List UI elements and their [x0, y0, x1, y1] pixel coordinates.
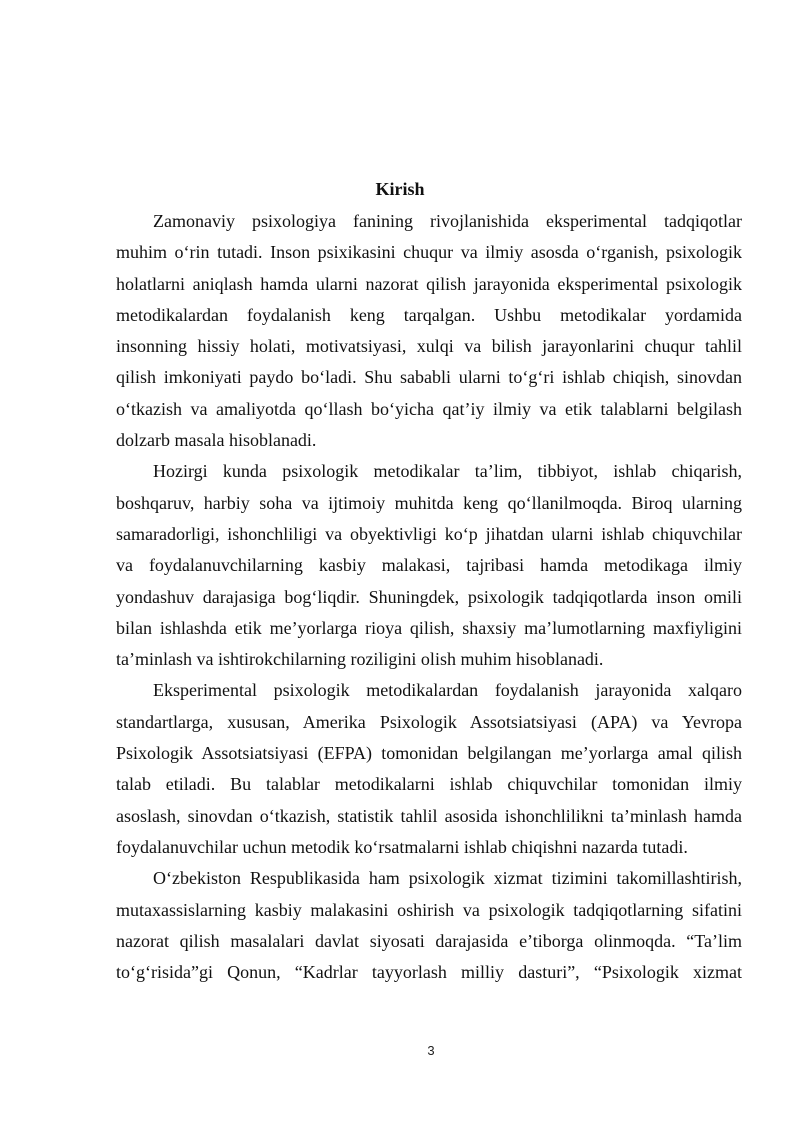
- text-line: nazorat qilish masalalari davlat siyosati darajasida e’tiborga olinmoqda. “Ta’lim: [116, 930, 742, 951]
- text-line: metodikalardan foydalanish keng tarqalgan. Ushbu metodikalar yordamida: [116, 304, 742, 325]
- text-line: qilish imkoniyati paydo bo‘ladi. Shu sababli ularni to‘g‘ri ishlab chiqish, sinovdan: [116, 367, 742, 388]
- body-text: [116, 206, 742, 988]
- text-line: bilan ishlashda etik me’yorlarga rioya qilish, shaxsiy ma’lumotlarning maxfiyligini: [116, 617, 742, 638]
- text-line: yondashuv darajasiga bog‘liqdir. Shuningdek, psixologik tadqiqotlarda inson omili: [116, 586, 742, 607]
- paragraph-2: [116, 456, 742, 675]
- text-line: muhim o‘rin tutadi. Inson psixikasini chuqur va ilmiy asosda o‘rganish, psixologik: [116, 242, 742, 263]
- text-line: insonning hissiy holati, motivatsiyasi, xulqi va bilish jarayonlarini chuqur tahlil: [116, 336, 742, 357]
- text-line: samaradorligi, ishonchliligi va obyektivligi ko‘p jihatdan ularni ishlab chiquvchilar: [116, 523, 742, 544]
- text-line: dolzarb masala hisoblanadi.: [116, 430, 317, 451]
- text-line: standartlarga, xususan, Amerika Psixologik Assotsiatsiyasi (APA) va Yevropa: [116, 711, 742, 732]
- text-line: asoslash, sinovdan o‘tkazish, statistik tahlil asosida ishonchlilikni ta’minlash hamda: [116, 805, 742, 826]
- text-line: Zamonaviy psixologiya fanining rivojlanishida eksperimental tadqiqotlar: [153, 211, 742, 231]
- text-line: O‘zbekiston Respublikasida ham psixologik xizmat tizimini takomillashtirish,: [153, 868, 742, 889]
- text-line: va foydalanuvchilarning kasbiy malakasi, tajribasi hamda metodikaga ilmiy: [116, 555, 742, 576]
- page-number: 3: [427, 1043, 435, 1058]
- text-line: to‘g‘risida”gi Qonun, “Kadrlar tayyorlash milliy dasturi”, “Psixologik xizmat: [116, 962, 742, 983]
- paragraph-4: [116, 863, 742, 988]
- text-line: ta’minlash va ishtirokchilarning roziligini olish muhim hisoblanadi.: [116, 649, 604, 670]
- text-line: boshqaruv, harbiy soha va ijtimoiy muhitda keng qo‘llanilmoqda. Biroq ularning: [116, 492, 742, 513]
- text-line: Psixologik Assotsiatsiyasi (EFPA) tomonidan belgilangan me’yorlarga amal qilish: [116, 743, 742, 764]
- text-line: mutaxassislarning kasbiy malakasini oshirish va psixologik tadqiqotlarning sifatini: [116, 899, 742, 920]
- paragraph-3: [116, 675, 742, 863]
- paragraph-1: [116, 206, 742, 456]
- text-line: o‘tkazish va amaliyotda qo‘llash bo‘yicha qat’iy ilmiy va etik talablarni belgilash: [116, 398, 742, 419]
- text-line: foydalanuvchilar uchun metodik ko‘rsatmalarni ishlab chiqishni nazarda tutadi.: [116, 836, 688, 857]
- text-line: talab etiladi. Bu talablar metodikalarni ishlab chiquvchilar tomonidan ilmiy: [116, 774, 742, 795]
- text-line: Hozirgi kunda psixologik metodikalar ta’lim, tibbiyot, ishlab chiqarish,: [153, 461, 742, 482]
- text-line: Eksperimental psixologik metodikalardan foydalanish jarayonida xalqaro: [153, 680, 742, 701]
- text-line: holatlarni aniqlash hamda ularni nazorat qilish jarayonida eksperimental psixologik: [116, 273, 742, 294]
- section-title: Kirish: [375, 179, 425, 199]
